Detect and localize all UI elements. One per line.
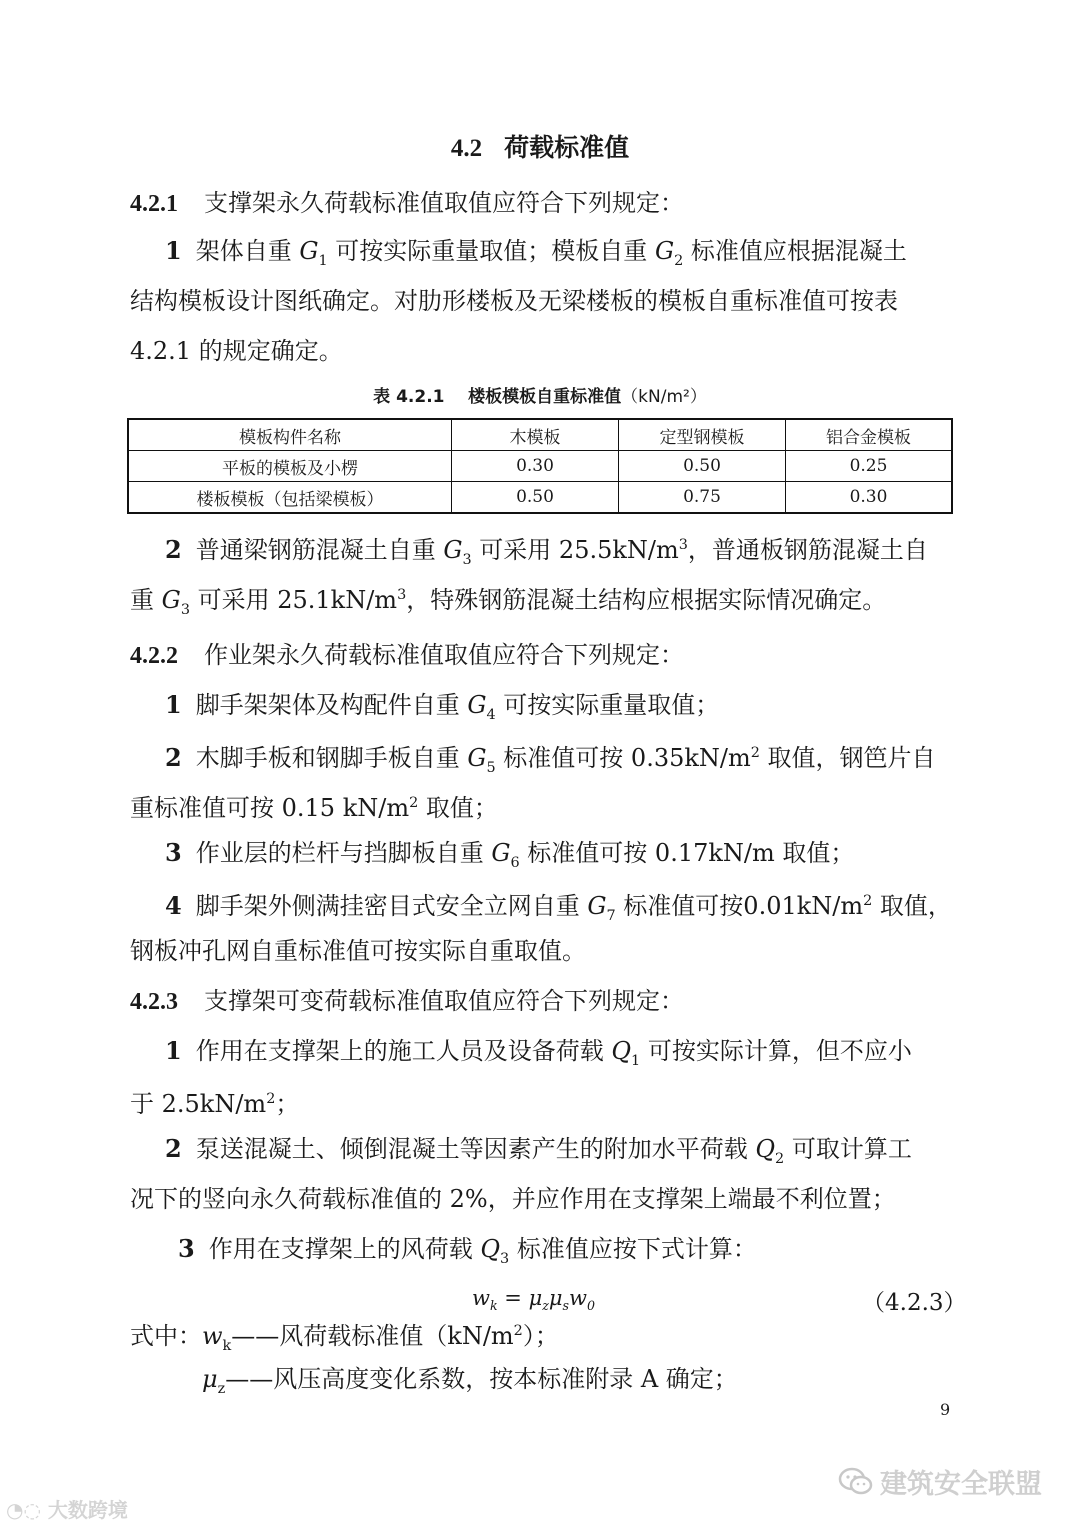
table-cell: 0.30	[452, 451, 619, 482]
watermark-right: 建筑安全联盟	[838, 1462, 1042, 1504]
table-row	[128, 482, 952, 514]
page-number: 9	[940, 1400, 951, 1419]
table-header-cell: 铝合金模板	[786, 419, 953, 451]
table-header-cell: 模板构件名称	[128, 419, 452, 451]
wechat-icon	[838, 1467, 874, 1504]
formwork-weight-table	[127, 418, 953, 514]
paragraph-line: 结构模板设计图纸确定。对肋形楼板及无梁楼板的模板自重标准值可按表	[130, 287, 898, 315]
table-caption: 表 4.2.1 楼板模板自重标准值（kN/m²）	[373, 387, 707, 407]
table-cell: 0.50	[452, 482, 619, 514]
table-cell: 平板的模板及小楞	[128, 451, 452, 482]
clause-4-2-1: 4.2.1 支撑架永久荷载标准值取值应符合下列规定：	[130, 189, 684, 217]
clause-4-2-1-item-2: 2 普通梁钢筋混凝土自重 $G_3$ 可采用 $25.5kN/m^3$，普通板钢筋混凝土自	[165, 535, 928, 568]
paragraph-line: 于 $2.5kN/m^2$；	[130, 1090, 300, 1118]
equation-number: （4.2.3）	[862, 1290, 967, 1316]
paragraph-line: 重 $G_3$ 可采用 $25.1kN/m^3$，特殊钢筋混凝土结构应根据实际情况确定。	[130, 586, 887, 618]
watermark-logo-icon: ◔◌	[6, 1498, 41, 1522]
table-header-cell: 木模板	[452, 419, 619, 451]
where-line-muz: $\mu_z——$风压高度变化系数，按本标准附录 A 确定；	[202, 1365, 738, 1397]
table-cell: 楼板模板（包括梁模板）	[128, 482, 452, 514]
table-cell: 0.30	[786, 482, 953, 514]
section-number: 4.2	[450, 135, 483, 162]
wind-load-formula: $w_k = \mu_z\mu_sw_0$	[472, 1286, 595, 1314]
table-cell: 0.25	[786, 451, 953, 482]
table-header-cell: 定型钢模板	[619, 419, 786, 451]
clause-4-2-1-item-1: 1 架体自重 $G_1$ 可按实际重量取值；模板自重 $G_2$ 标准值应根据混凝土	[165, 236, 907, 269]
clause-4-2-2: 4.2.2 作业架永久荷载标准值取值应符合下列规定：	[130, 641, 684, 669]
where-line-wk: 式中：$w_k——$风荷载标准值$(kN/m^2)$；	[130, 1322, 559, 1354]
clause-4-2-2-item-3: 3 作业层的栏杆与挡脚板自重 $G_6$ 标准值可按 0.17kN/m 取值；	[165, 838, 855, 871]
table-row	[128, 451, 952, 482]
table-cell: 0.75	[619, 482, 786, 514]
paragraph-line: 4.2.1 的规定确定。	[130, 337, 343, 365]
clause-4-2-2-item-1: 1 脚手架架体及构配件自重 $G_4$ 可按实际重量取值；	[165, 690, 720, 723]
section-title-text: 荷载标准值	[504, 133, 630, 162]
clause-4-2-3-item-2: 2 泵送混凝土、倾倒混凝土等因素产生的附加水平荷载 $Q_2$ 可取计算工	[165, 1134, 912, 1167]
paragraph-line: 况下的竖向永久荷载标准值的 2%，并应作用在支撑架上端最不利位置；	[130, 1185, 896, 1213]
table-header-row	[128, 419, 952, 451]
clause-4-2-2-item-2: 2 木脚手板和钢脚手板自重 $G_5$ 标准值可按 $0.35kN/m^2$ 取值，钢笆片自	[165, 743, 936, 776]
clause-4-2-3-item-1: 1 作用在支撑架上的施工人员及设备荷载 $Q_1$ 可按实际计算，但不应小	[165, 1036, 912, 1069]
clause-4-2-3: 4.2.3 支撑架可变荷载标准值取值应符合下列规定：	[130, 987, 684, 1015]
paragraph-line: 钢板冲孔网自重标准值可按实际自重取值。	[130, 937, 586, 965]
paragraph-line: 重标准值可按 0.15 $kN/m^2$ 取值；	[130, 794, 498, 822]
clause-4-2-2-item-4: 4 脚手架外侧满挂密目式安全立网自重 $G_7$ 标准值可按$0.01kN/m^2$ 取值，	[165, 891, 952, 924]
table-cell: 0.50	[619, 451, 786, 482]
watermark-left: ◔◌ 大数跨境	[6, 1498, 128, 1522]
section-title	[0, 128, 1080, 164]
clause-4-2-3-item-3: 3 作用在支撑架上的风荷载 $Q_3$ 标准值应按下式计算：	[178, 1234, 757, 1267]
